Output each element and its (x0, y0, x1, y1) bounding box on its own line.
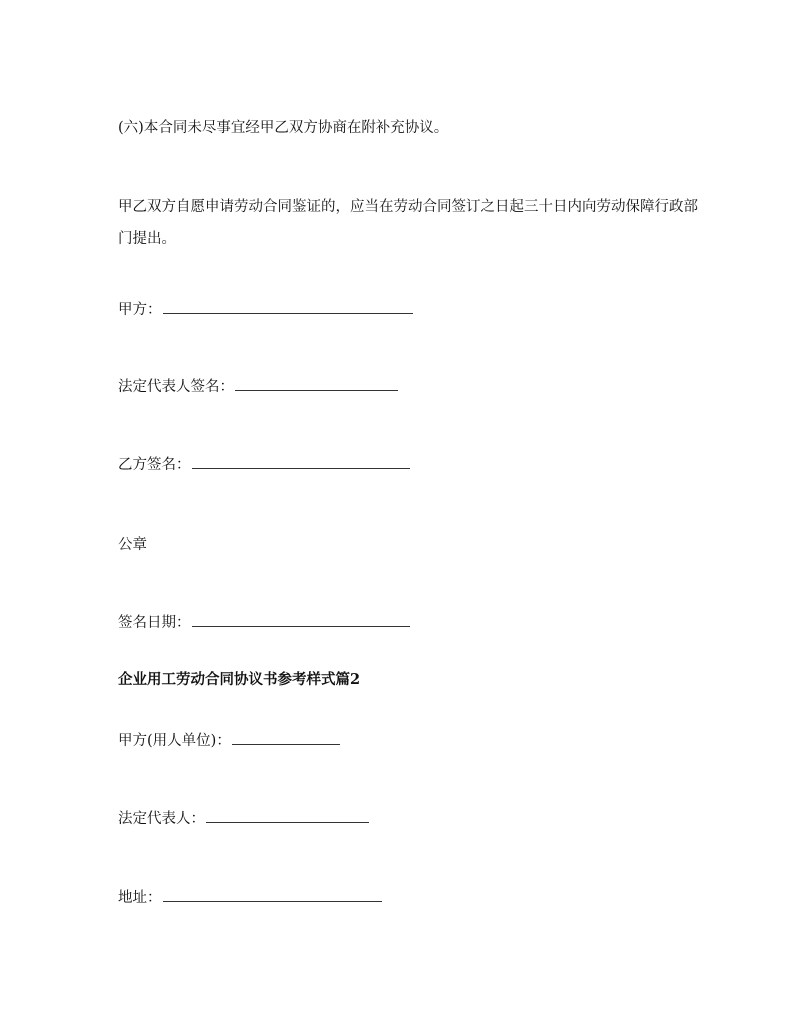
section-2-title: 企业用工劳动合同协议书参考样式篇2 (118, 671, 361, 688)
party-b-sign-blank (192, 456, 410, 469)
party-a-blank (163, 301, 413, 314)
seal-label: 公章 (118, 537, 147, 553)
address-label: 地址： (118, 890, 162, 906)
legal-rep-label: 法定代表人： (118, 811, 205, 827)
sign-date-row (118, 613, 410, 633)
legal-rep-sign-blank (235, 378, 398, 391)
party-a-label: 甲方： (118, 302, 162, 318)
legal-rep-row (118, 809, 369, 829)
party-b-sign-label: 乙方签名： (118, 457, 191, 473)
address-row (118, 888, 382, 908)
address-blank (163, 889, 382, 902)
sign-date-blank (192, 614, 410, 627)
employer-label: 甲方(用人单位)： (118, 733, 231, 749)
party-b-sign-row (118, 455, 410, 475)
employer-row (118, 731, 340, 751)
sign-date-label: 签名日期： (118, 615, 191, 631)
legal-rep-sign-label: 法定代表人签名： (118, 379, 234, 395)
employer-blank (232, 732, 340, 745)
appraisal-paragraph: 甲乙双方自愿申请劳动合同鉴证的，应当在劳动合同签订之日起三十日内向劳动保障行政部门提出。 (118, 199, 698, 247)
legal-rep-blank (206, 810, 369, 823)
clause-6-text: (六)本合同未尽事宜经甲乙双方协商在附补充协议。 (118, 120, 449, 136)
legal-rep-sign-row (118, 377, 398, 397)
party-a-row (118, 300, 413, 320)
